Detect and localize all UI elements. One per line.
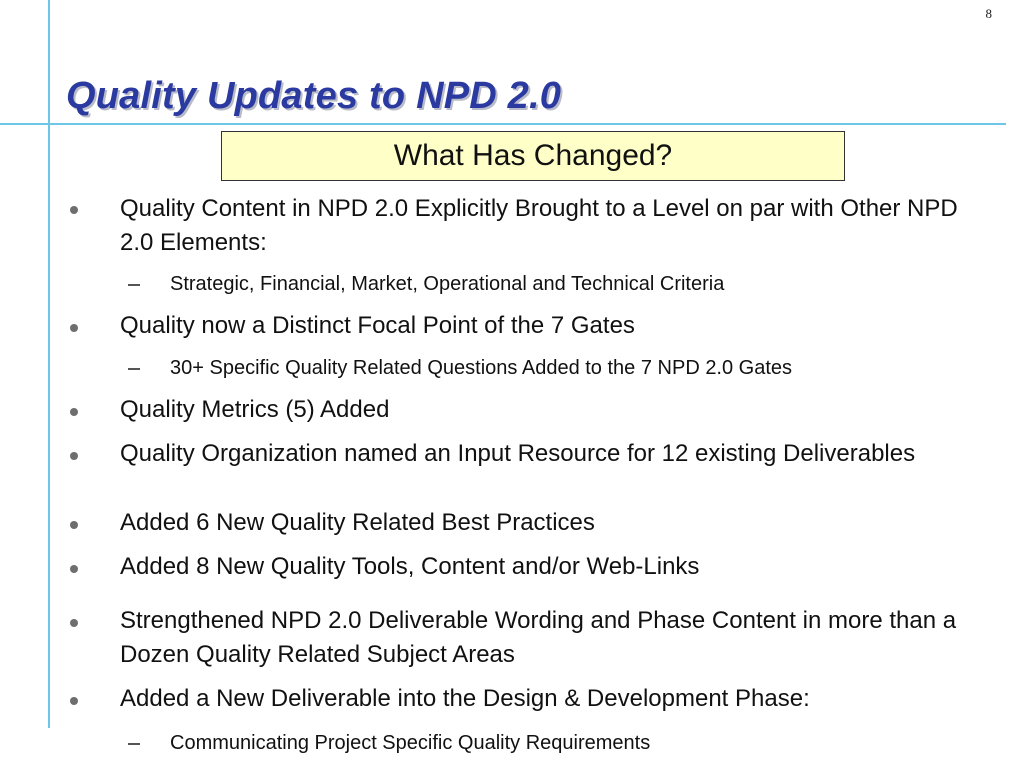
bullet-dot [70, 565, 78, 573]
bullet-dot [70, 619, 78, 627]
bullet-dot [70, 324, 78, 332]
bullet-dot [70, 697, 78, 705]
bullet-text: Added a New Deliverable into the Design & Development Phase: [120, 685, 810, 712]
bullet-text: Quality now a Distinct Focal Point of the 7 Gates [120, 312, 635, 339]
sub-bullet-dash [128, 284, 140, 286]
bullet-text: Quality Organization named an Input Resource for 12 existing Deliverables [120, 440, 916, 467]
sub-bullet-dash [128, 368, 140, 370]
sub-bullet-text: Communicating Project Specific Quality Requirements [170, 732, 651, 754]
bullet-text: Strengthened NPD 2.0 Deliverable Wording and Phase Content in more than a Dozen Quality Related Subject Areas [120, 607, 957, 668]
sub-bullet-dash [128, 743, 140, 745]
bullet-text: Added 6 New Quality Related Best Practices [120, 509, 595, 536]
page-number: 8 [985, 6, 992, 21]
bullet-dot [70, 452, 78, 460]
bullet-dot [70, 521, 78, 529]
slide-title: Quality Updates to NPD 2.0 [66, 75, 562, 117]
sub-bullet-text: 30+ Specific Quality Related Questions Added to the 7 NPD 2.0 Gates [170, 357, 793, 379]
bullet-text: Quality Content in NPD 2.0 Explicitly Brought to a Level on par with Other NPD 2.0 Elements: [120, 195, 958, 256]
bullet-text: Quality Metrics (5) Added [120, 396, 390, 423]
sub-bullet-text: Strategic, Financial, Market, Operational and Technical Criteria [170, 273, 725, 295]
subtitle-box: What Has Changed? [221, 131, 845, 181]
bullet-text: Added 8 New Quality Tools, Content and/or Web-Links [120, 553, 700, 580]
bullet-dot [70, 408, 78, 416]
bullet-dot [70, 206, 78, 214]
